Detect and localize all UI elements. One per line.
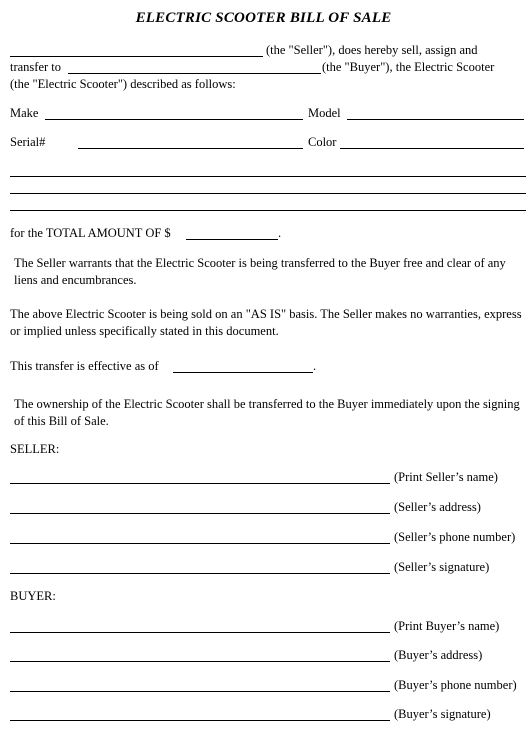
buyer-suffix-text: (the "Buyer"), the Electric Scooter [322,60,495,74]
seller-print-name-blank[interactable] [10,483,390,484]
effective-date-blank[interactable] [173,372,313,373]
buyer-print-name-blank[interactable] [10,632,390,633]
make-label: Make [10,106,39,120]
described-text: (the "Electric Scooter") described as follows: [10,77,236,91]
serial-blank[interactable] [78,148,303,149]
description-blank-3[interactable] [10,210,526,211]
total-amount-label: for the TOTAL AMOUNT OF $ [10,226,171,240]
color-label: Color [308,135,337,149]
total-amount-period: . [278,226,282,240]
buyer-heading: BUYER: [10,589,56,603]
seller-signature-label: (Seller’s signature) [394,560,490,574]
seller-heading: SELLER: [10,442,60,456]
effective-date-label: This transfer is effective as of [10,359,159,373]
model-label: Model [308,106,341,120]
seller-phone-blank[interactable] [10,543,390,544]
as-is-paragraph: The above Electric Scooter is being sold on an "AS IS" basis. The Seller makes no warranties, express or implied unless specifically stated in this document. [10,307,522,338]
seller-print-name-label: (Print Seller’s name) [394,470,498,484]
buyer-signature-blank[interactable] [10,720,390,721]
buyer-name-blank[interactable] [68,73,321,74]
warranty-paragraph: The Seller warrants that the Electric Scooter is being transferred to the Buyer free and clear of any liens and encumbrances. [14,256,506,287]
description-blank-1[interactable] [10,176,526,177]
buyer-phone-label: (Buyer’s phone number) [394,678,517,692]
seller-signature-blank[interactable] [10,573,390,574]
ownership-paragraph: The ownership of the Electric Scooter shall be transferred to the Buyer immediately upon the signing of this Bill of Sale. [14,397,520,428]
document-title: ELECTRIC SCOOTER BILL OF SALE [135,10,392,26]
seller-suffix-text: (the "Seller"), does hereby sell, assign and [266,43,478,57]
buyer-phone-blank[interactable] [10,691,390,692]
buyer-address-label: (Buyer’s address) [394,648,483,662]
transfer-to-text: transfer to [10,60,62,74]
description-blank-2[interactable] [10,193,526,194]
serial-label: Serial# [10,135,46,149]
seller-address-blank[interactable] [10,513,390,514]
total-amount-blank[interactable] [186,239,278,240]
make-blank[interactable] [45,119,303,120]
seller-phone-label: (Seller’s phone number) [394,530,516,544]
model-blank[interactable] [347,119,524,120]
color-blank[interactable] [340,148,524,149]
buyer-print-name-label: (Print Buyer’s name) [394,619,500,633]
seller-address-label: (Seller’s address) [394,500,481,514]
effective-date-period: . [313,359,317,373]
buyer-address-blank[interactable] [10,661,390,662]
seller-name-blank[interactable] [10,56,263,57]
buyer-signature-label: (Buyer’s signature) [394,707,491,721]
